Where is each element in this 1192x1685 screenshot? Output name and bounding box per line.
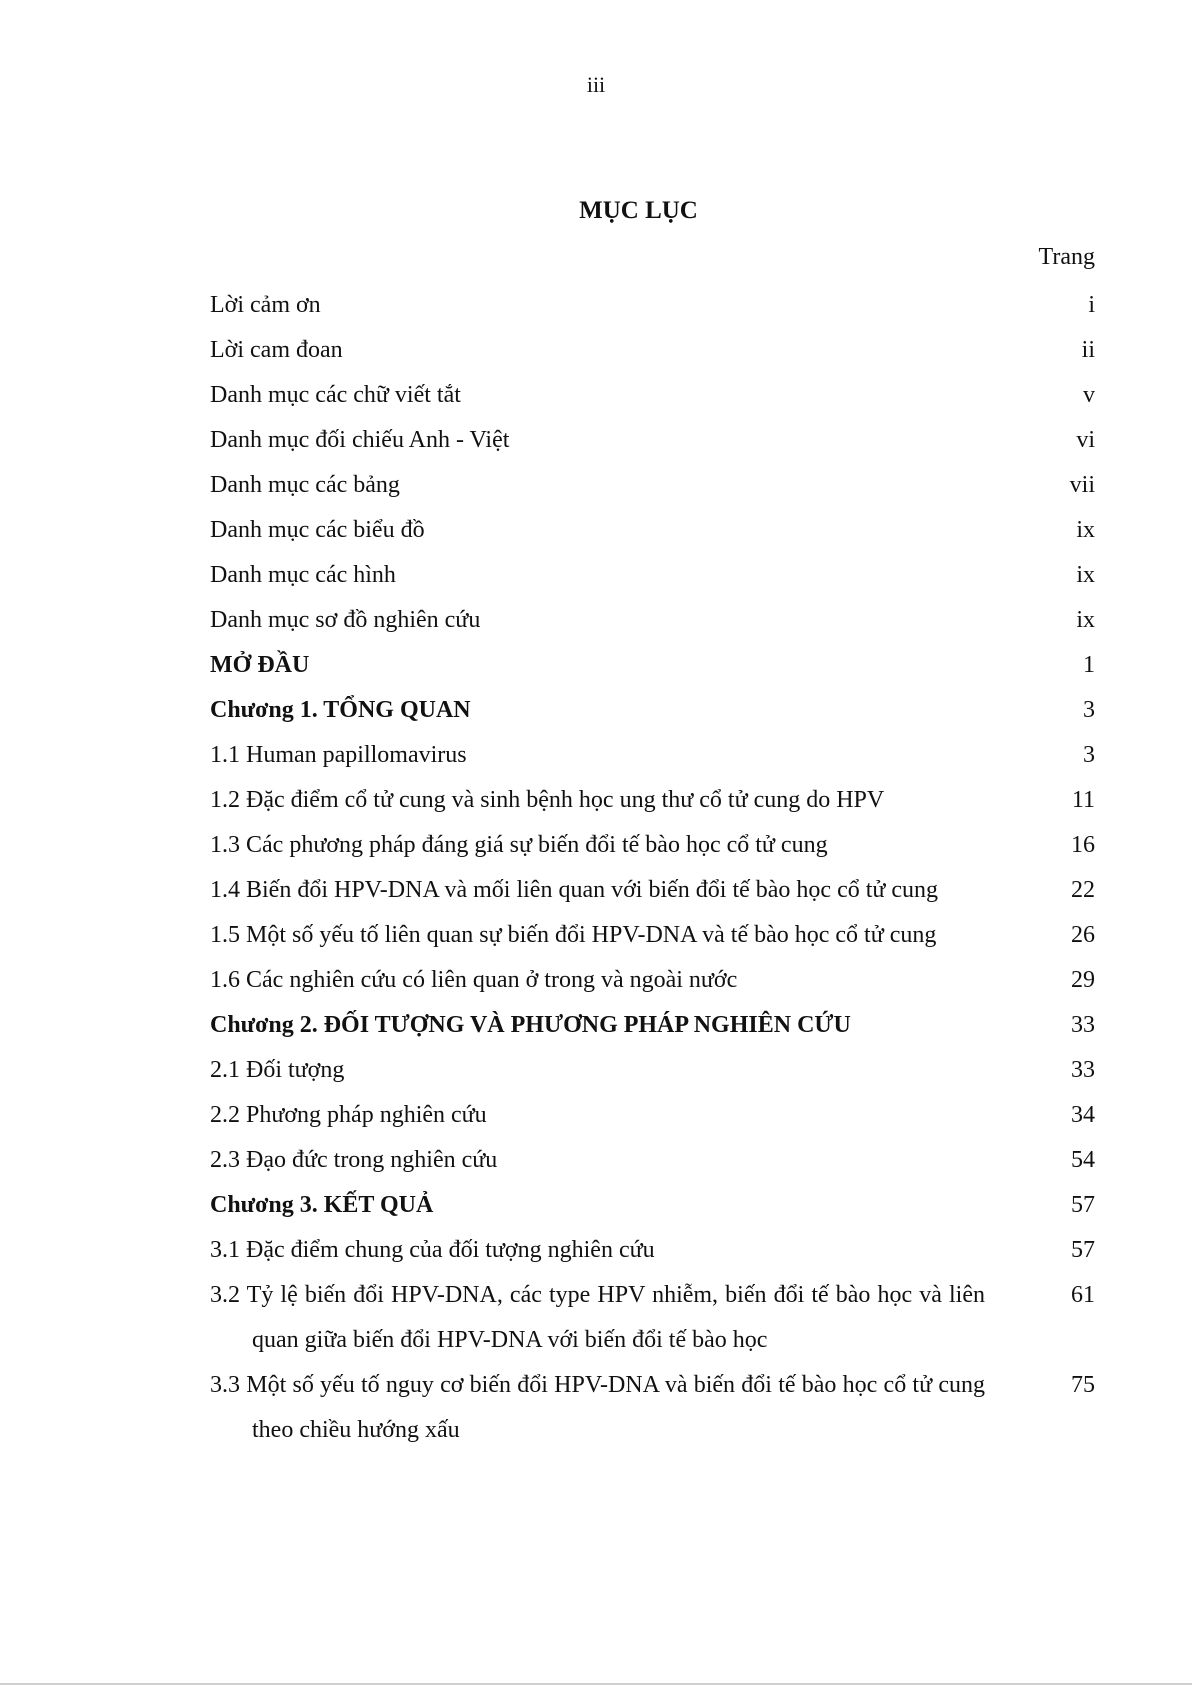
toc-entry-page: ix	[1076, 607, 1095, 633]
toc-entry-section-1-4	[210, 868, 1095, 913]
toc-entry-label: 1.6 Các nghiên cứu có liên quan ở trong và ngoài nước	[210, 967, 738, 993]
toc-entry-list-of-tables	[210, 463, 1095, 508]
toc-entry-section-3-1	[210, 1228, 1095, 1273]
page-column-header: Trang	[1038, 244, 1095, 270]
toc-entry-page: 3	[1083, 697, 1095, 723]
toc-entry-label: 1.3 Các phương pháp đáng giá sự biến đổi tế bào học cổ tử cung	[210, 832, 828, 858]
toc-entry-section-3-3	[210, 1363, 1095, 1453]
toc-entry-glossary	[210, 418, 1095, 463]
toc-entry-page: v	[1083, 382, 1095, 408]
toc-entry-list-of-figures	[210, 553, 1095, 598]
toc-entry-page: 3	[1083, 742, 1095, 768]
toc-entry-page: vi	[1076, 427, 1095, 453]
toc-entry-label: Danh mục đối chiếu Anh - Việt	[210, 427, 510, 453]
toc-entry-label: 1.1 Human papillomavirus	[210, 742, 467, 768]
toc-entry-declaration	[210, 328, 1095, 373]
toc-entry-section-3-2	[210, 1273, 1095, 1363]
toc-entry-abbreviations	[210, 373, 1095, 418]
toc-entry-page: 34	[1071, 1102, 1095, 1128]
toc-title: MỤC LỤC	[579, 197, 698, 224]
toc-entry-label: 1.4 Biến đổi HPV-DNA và mối liên quan với biến đổi tế bào học cổ tử cung	[210, 877, 939, 903]
toc-entry-acknowledgements	[210, 283, 1095, 328]
toc-entry-introduction	[210, 643, 1095, 688]
toc-entry-label: 3.1 Đặc điểm chung của đối tượng nghiên cứu	[210, 1237, 655, 1263]
toc-entry-page: 26	[1071, 922, 1095, 948]
toc-entry-section-1-6	[210, 958, 1095, 1003]
toc-entry-section-2-2	[210, 1093, 1095, 1138]
toc-entry-page: 1	[1083, 652, 1095, 678]
toc-entry-label: 3.2 Tỷ lệ biến đổi HPV-DNA, các type HPV nhiễm, biến đổi tế bào học và liên quan giữa biến đổi HPV-DNA với biến đổi tế bào học	[210, 1282, 985, 1353]
toc-entry-section-2-3	[210, 1138, 1095, 1183]
toc-entry-label: 2.3 Đạo đức trong nghiên cứu	[210, 1147, 498, 1173]
toc-entry-page: ix	[1076, 517, 1095, 543]
table-of-contents	[210, 283, 1095, 1453]
toc-entry-section-1-5	[210, 913, 1095, 958]
toc-entry-page: ii	[1081, 337, 1095, 363]
toc-entry-label: Chương 3. KẾT QUẢ	[210, 1192, 434, 1218]
toc-entry-chapter-1	[210, 688, 1095, 733]
toc-entry-label: Lời cảm ơn	[210, 292, 321, 318]
toc-entry-page: 16	[1071, 832, 1095, 858]
toc-entry-page: ix	[1076, 562, 1095, 588]
toc-entry-page: vii	[1069, 472, 1095, 498]
toc-entry-page: 54	[1071, 1147, 1095, 1173]
toc-entry-section-1-1	[210, 733, 1095, 778]
toc-entry-page: i	[1088, 292, 1095, 318]
toc-entry-research-diagram	[210, 598, 1095, 643]
toc-entry-label: Lời cam đoan	[210, 337, 343, 363]
toc-entry-page: 29	[1071, 967, 1095, 993]
toc-entry-label: 1.2 Đặc điểm cổ tử cung và sinh bệnh học ung thư cổ tử cung do HPV	[210, 787, 885, 813]
toc-entry-page: 57	[1071, 1237, 1095, 1263]
toc-entry-label: Chương 2. ĐỐI TƯỢNG VÀ PHƯƠNG PHÁP NGHIÊN CỨU	[210, 1012, 851, 1038]
toc-entry-label: 2.1 Đối tượng	[210, 1057, 345, 1083]
toc-entry-label: Chương 1. TỔNG QUAN	[210, 697, 471, 723]
toc-entry-page: 11	[1071, 787, 1095, 813]
toc-entry-page: 33	[1071, 1057, 1095, 1083]
toc-entry-section-1-3	[210, 823, 1095, 868]
toc-entry-label: 1.5 Một số yếu tố liên quan sự biến đổi HPV-DNA và tế bào học cổ tử cung	[210, 922, 937, 948]
toc-entry-label: Danh mục sơ đồ nghiên cứu	[210, 607, 481, 633]
toc-entry-list-of-charts	[210, 508, 1095, 553]
toc-entry-label: Danh mục các bảng	[210, 472, 400, 498]
toc-entry-label: Danh mục các chữ viết tắt	[210, 382, 461, 408]
toc-entry-page: 57	[1071, 1192, 1095, 1218]
toc-entry-page: 22	[1071, 877, 1095, 903]
toc-entry-label: 3.3 Một số yếu tố nguy cơ biến đổi HPV-DNA và biến đổi tế bào học cổ tử cung theo chiều hướng xấu	[210, 1372, 985, 1443]
toc-entry-label: 2.2 Phương pháp nghiên cứu	[210, 1102, 487, 1128]
toc-entry-section-2-1	[210, 1048, 1095, 1093]
toc-entry-label: MỞ ĐẦU	[210, 652, 310, 678]
toc-entry-page: 33	[1071, 1012, 1095, 1038]
toc-entry-label: Danh mục các biểu đồ	[210, 517, 425, 543]
toc-entry-chapter-2	[210, 1003, 1095, 1048]
toc-entry-section-1-2	[210, 778, 1095, 823]
toc-entry-chapter-3	[210, 1183, 1095, 1228]
page-number: iii	[586, 72, 606, 97]
toc-entry-page: 61	[1071, 1282, 1095, 1308]
toc-entry-page: 75	[1071, 1372, 1095, 1398]
toc-entry-label: Danh mục các hình	[210, 562, 396, 588]
